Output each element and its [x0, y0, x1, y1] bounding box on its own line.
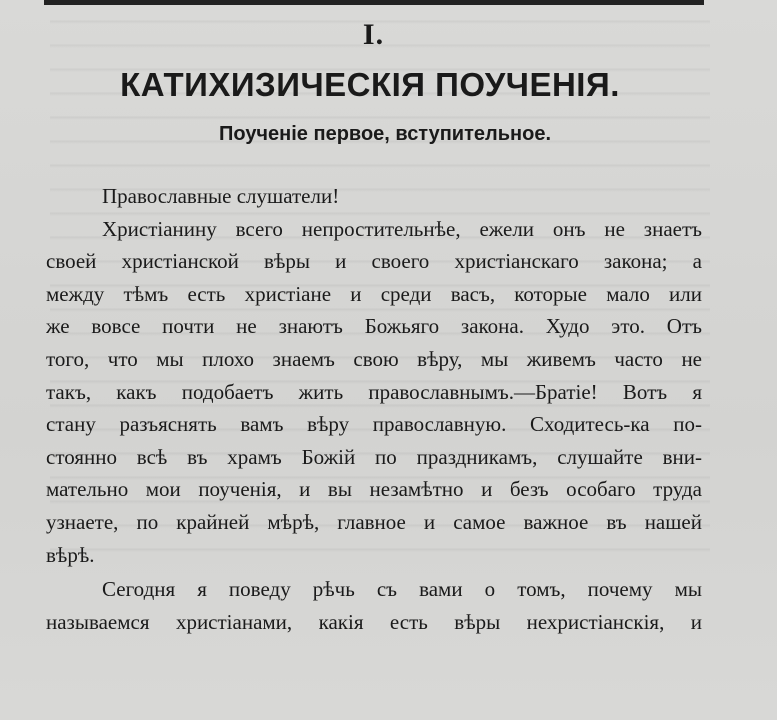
chapter-title: КАТИХИЗИЧЕСКІЯ ПОУЧЕНІЯ. — [120, 66, 620, 103]
text-line: между тѣмъ есть христіане и среди васъ, которые мало или — [46, 281, 702, 306]
section-number: I. — [362, 18, 385, 51]
text-line: же вовсе почти не знаютъ Божьяго закона. Худо это. Отъ — [46, 314, 702, 339]
top-rule — [44, 0, 704, 5]
text-line: стану разъяснять вамъ вѣру православную. Сходитесь-ка по- — [46, 412, 702, 437]
text-line: стоянно всѣ въ храмъ Божій по праздникамъ, слушайте вни- — [46, 444, 702, 469]
body-text — [46, 180, 702, 638]
text-line: вѣрѣ. — [46, 542, 95, 567]
text-line: своей христіанской вѣры и своего христіанскаго закона; а — [46, 249, 702, 274]
text-line: того, что мы плохо знаемъ свою вѣру, мы живемъ часто не — [46, 346, 702, 371]
text-line: узнаете, по крайней мѣрѣ, главное и самое важное въ нашей — [46, 509, 702, 534]
text-line: мательно мои поученія, и вы незамѣтно и безъ особаго труда — [46, 477, 702, 502]
salutation-line: Православные слушатели! — [102, 184, 340, 208]
text-line: называемся христіанами, какія есть вѣры нехристіанскія, и — [46, 609, 702, 634]
text-line: Христіанину всего непростительнѣе, ежели онъ не знаетъ — [102, 216, 702, 241]
text-line: такъ, какъ подобаетъ жить православнымъ.—Братіе! Вотъ я — [46, 379, 702, 404]
sermon-subtitle: Поученіе первое, вступительное. — [218, 123, 551, 145]
text-line: Сегодня я поведу рѣчь съ вами о томъ, почему мы — [102, 577, 702, 602]
